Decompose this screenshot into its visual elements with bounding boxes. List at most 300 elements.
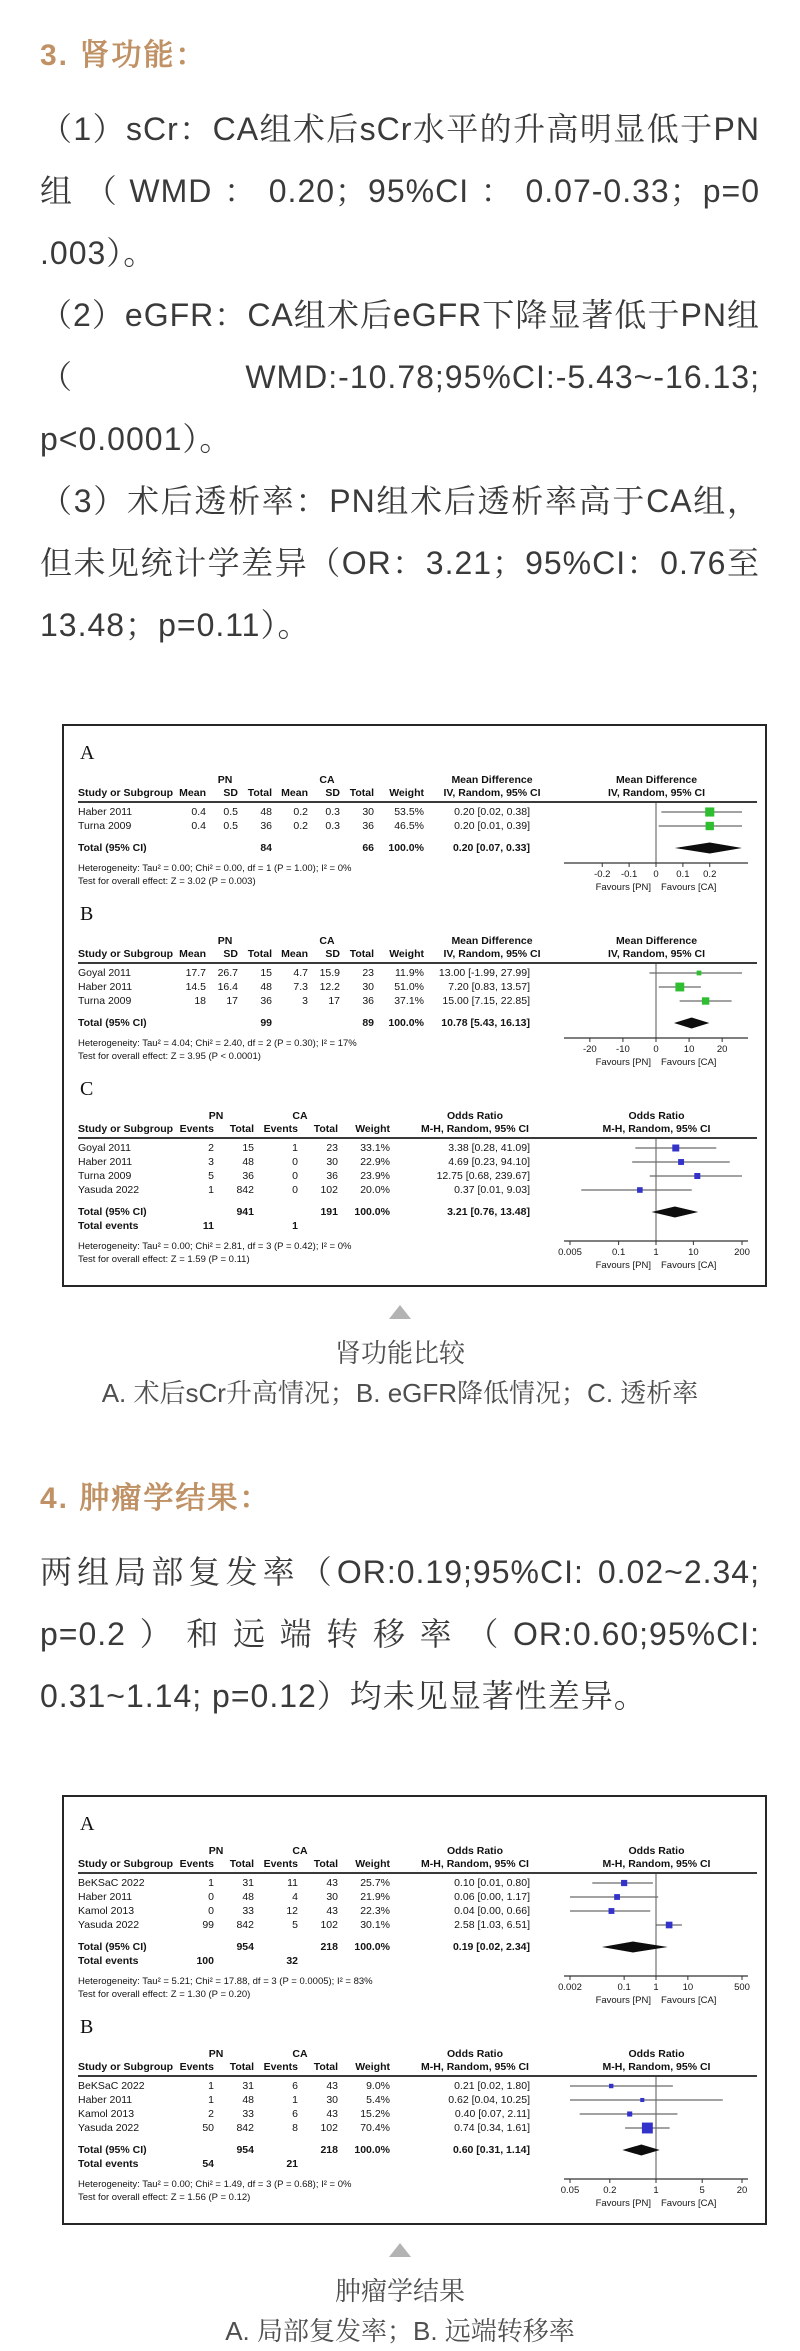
svg-text:0.1: 0.1: [612, 1247, 626, 1258]
data-cell: 842: [236, 1919, 254, 1931]
footnote: Heterogeneity: Tau² = 4.04; Chi² = 2.40, df = 2 (P = 0.30); I² = 17%: [78, 1038, 357, 1049]
study-name: Yasuda 2022: [78, 1919, 140, 1931]
forest-panel: [78, 903, 757, 1072]
effect-value: 15.00 [7.15, 22.85]: [442, 995, 530, 1007]
study-name: Goyal 2011: [78, 967, 131, 979]
data-cell: 23: [326, 1142, 338, 1154]
data-cell: 0: [292, 1156, 298, 1168]
total-row: [78, 1205, 556, 1219]
data-cell: 99: [202, 1919, 214, 1931]
total-events-n1: 100: [196, 1955, 214, 1967]
column-header: Total: [349, 787, 374, 799]
study-row: [78, 819, 556, 833]
effect-value: 0.21 [0.02, 1.80]: [454, 2080, 530, 2092]
panel-label: C: [80, 1078, 94, 1100]
data-cell: 17.7: [185, 967, 206, 979]
column-header: SD: [325, 787, 340, 799]
study-name: Yasuda 2022: [78, 2122, 140, 2134]
data-cell: 48: [242, 2094, 254, 2106]
study-column-header: Study or Subgroup: [78, 787, 174, 799]
plot-column-header: Odds Ratio M-H, Random, 95% CI: [602, 2048, 711, 2073]
svg-text:0.002: 0.002: [558, 1982, 582, 1993]
total-effect: 0.20 [0.07, 0.33]: [452, 842, 530, 854]
svg-text:10: 10: [682, 1982, 694, 1993]
data-cell: 15: [242, 1142, 254, 1154]
total-effect: 0.60 [0.31, 1.14]: [452, 2144, 530, 2156]
effect-column-subheader: IV, Random, 95% CI: [443, 787, 541, 799]
section-heading-oncology: 4. 肿瘤学结果：: [40, 1482, 272, 1515]
forest-plot-svg: [556, 964, 756, 1072]
data-cell: 11: [287, 1877, 298, 1889]
effect-column-title: Odds Ratio: [446, 1845, 503, 1857]
total-row: [78, 1016, 556, 1030]
panel-header-zone: [78, 1110, 757, 1139]
effect-column-title: Mean Difference: [451, 935, 533, 947]
study-column-header: Study or Subgroup: [78, 948, 174, 960]
data-cell: 70.4%: [360, 2122, 390, 2134]
study-row: [78, 980, 556, 994]
data-cell: 4.7: [293, 967, 308, 979]
total-events-label: Total events: [78, 2158, 139, 2170]
data-cell: 33.1%: [360, 1142, 390, 1154]
effect-column-subheader: M-H, Random, 95% CI: [421, 1858, 529, 1870]
data-cell: 5: [292, 1919, 298, 1931]
effect-value: 7.20 [0.83, 13.57]: [448, 981, 530, 993]
plot-column-header: Mean Difference IV, Random, 95% CI: [607, 774, 706, 799]
column-header: Mean: [179, 787, 206, 799]
svg-text:20: 20: [736, 2185, 748, 2196]
total-events-row: [78, 1954, 556, 1968]
effect-value: 4.69 [0.23, 94.10]: [448, 1156, 530, 1168]
effect-value: 0.40 [0.07, 2.11]: [454, 2108, 530, 2120]
column-header: SD: [325, 948, 340, 960]
total-effect: 10.78 [5.43, 16.13]: [441, 1017, 530, 1029]
data-cell: 6: [292, 2108, 298, 2120]
total-events-label: Total events: [78, 1955, 139, 1967]
svg-text:-10: -10: [616, 1044, 630, 1055]
data-cell: 36: [260, 995, 272, 1007]
total-label: Total (95% CI): [78, 1017, 147, 1029]
forest-plot-area: [556, 1874, 757, 2010]
study-row: [78, 1918, 556, 1932]
total-n1: 954: [236, 2144, 254, 2156]
svg-text:-0.2: -0.2: [594, 869, 611, 880]
study-name: Haber 2011: [78, 2094, 133, 2106]
svg-text:Favours [CA]: Favours [CA]: [661, 2198, 717, 2209]
figure-caption-subtitle: A. 局部复发率；B. 远端转移率: [225, 2316, 575, 2346]
column-header: Weight: [389, 948, 424, 960]
data-cell: 36: [326, 1170, 338, 1182]
column-header: Total: [313, 2061, 338, 2073]
column-header: Events: [263, 2061, 298, 2073]
svg-text:0.2: 0.2: [603, 2185, 617, 2196]
paragraph-scr: （1）sCr：CA组术后sCr水平的升高明显低于PN组（WMD：0.20；95%CI：0.07-0.33；p=0 .003）。: [40, 111, 760, 271]
data-cell: 30: [326, 1156, 338, 1168]
group1-header: PN: [217, 774, 233, 786]
study-row: [78, 2093, 556, 2107]
study-name: BeKSaC 2022: [78, 2080, 145, 2092]
study-name: Goyal 2011: [78, 1142, 131, 1154]
data-cell: 48: [260, 981, 272, 993]
data-cell: 5: [208, 1170, 214, 1182]
data-cell: 0.4: [191, 820, 206, 832]
effect-value: 0.10 [0.01, 0.80]: [454, 1877, 530, 1889]
forest-plot-figure-oncology[interactable]: [62, 1795, 767, 2225]
effect-value: 0.74 [0.34, 1.61]: [454, 2122, 530, 2134]
column-header: Weight: [389, 787, 424, 799]
study-name: Kamol 2013: [78, 1905, 135, 1917]
study-column-header: Study or Subgroup: [78, 2061, 174, 2073]
data-cell: 1: [208, 2094, 214, 2106]
figure-caption-subtitle: A. 术后sCr升高情况；B. eGFR降低情况；C. 透析率: [101, 1378, 699, 1408]
data-cell: 842: [236, 1184, 254, 1196]
data-cell: 8: [292, 2122, 298, 2134]
svg-text:0: 0: [653, 1044, 659, 1055]
effect-column-subheader: M-H, Random, 95% CI: [421, 1123, 529, 1135]
data-cell: 15.9: [319, 967, 340, 979]
figure-caption-oncology: [0, 2271, 800, 2351]
footnote: Test for overall effect: Z = 1.56 (P = 0.12): [78, 2192, 251, 2203]
data-cell: 30: [326, 2094, 338, 2106]
data-cell: 31: [242, 1877, 254, 1889]
data-cell: 1: [292, 2094, 298, 2106]
svg-text:20: 20: [716, 1044, 728, 1055]
collapse-triangle-icon[interactable]: [389, 2243, 411, 2257]
figure-caption-title: 肾功能比较: [334, 1338, 465, 1368]
effect-value: 13.00 [-1.99, 27.99]: [438, 967, 530, 979]
paragraph-oncology: 两组局部复发率（OR:0.19;95%CI: 0.02~2.34; p=0.2）和远端转移率（OR:0.60;95%CI: 0.31~1.14; p=0.12）均未见显著性差异。: [40, 1554, 760, 1714]
footnote: Test for overall effect: Z = 3.02 (P = 0.003): [78, 876, 256, 887]
collapse-triangle-icon[interactable]: [389, 1305, 411, 1319]
total-events-label: Total events: [78, 1220, 139, 1232]
total-row: [78, 2143, 556, 2157]
data-cell: 14.5: [185, 981, 206, 993]
study-name: Haber 2011: [78, 806, 133, 818]
data-cell: 23.9%: [360, 1170, 390, 1182]
group2-header: CA: [292, 1110, 308, 1122]
data-cell: 6: [292, 2080, 298, 2092]
column-header: Events: [179, 2061, 214, 2073]
effect-column-subheader: IV, Random, 95% CI: [443, 948, 541, 960]
group2-header: CA: [292, 2048, 308, 2060]
data-cell: 9.0%: [366, 2080, 390, 2092]
panel-label: A: [80, 742, 95, 764]
effect-value: 0.04 [0.00, 0.66]: [454, 1905, 530, 1917]
total-row: [78, 841, 556, 855]
study-row: [78, 2107, 556, 2121]
total-n2: 218: [320, 2144, 338, 2156]
study-name: Haber 2011: [78, 1891, 133, 1903]
effect-value: 0.20 [0.02, 0.38]: [454, 806, 530, 818]
effect-value: 0.06 [0.00, 1.17]: [454, 1891, 530, 1903]
data-cell: 3: [208, 1156, 214, 1168]
column-header: Weight: [355, 1858, 390, 1870]
study-column-header: Study or Subgroup: [78, 1858, 174, 1870]
effect-column-title: Odds Ratio: [446, 1110, 503, 1122]
data-cell: 0.4: [191, 806, 206, 818]
forest-plot-area: [556, 803, 757, 897]
column-header: Events: [179, 1858, 214, 1870]
data-cell: 4: [292, 1891, 298, 1903]
data-cell: 15.2%: [360, 2108, 390, 2120]
forest-plot-svg: [556, 803, 756, 897]
effect-value: 0.37 [0.01, 9.03]: [454, 1184, 530, 1196]
total-weight: 100.0%: [388, 842, 424, 854]
effect-value: 12.75 [0.68, 239.67]: [436, 1170, 530, 1182]
panel-header-zone: [78, 935, 757, 964]
svg-text:0.1: 0.1: [676, 869, 690, 880]
data-cell: 17: [328, 995, 340, 1007]
data-cell: 33: [242, 2108, 254, 2120]
forest-panel: [78, 1813, 757, 2010]
forest-panel: [78, 742, 757, 897]
plot-column-header: Odds Ratio M-H, Random, 95% CI: [602, 1845, 711, 1870]
total-events-row: [78, 2157, 556, 2171]
study-name: Haber 2011: [78, 981, 133, 993]
forest-plot-area: [556, 2077, 757, 2213]
study-name: BeKSaC 2022: [78, 1877, 145, 1889]
total-events-n1: 54: [202, 2158, 214, 2170]
plot-column-header: Odds Ratio M-H, Random, 95% CI: [602, 1110, 711, 1135]
column-header: SD: [223, 948, 238, 960]
column-header: SD: [223, 787, 238, 799]
data-cell: 7.3: [293, 981, 308, 993]
figure-caption-renal: [0, 1333, 800, 1413]
data-cell: 26.7: [217, 967, 238, 979]
data-cell: 0: [292, 1184, 298, 1196]
column-header: Total: [229, 1123, 254, 1135]
data-cell: 20.0%: [360, 1184, 390, 1196]
svg-text:0.1: 0.1: [617, 1982, 631, 1993]
svg-text:500: 500: [734, 1982, 750, 1993]
forest-plot-area: [556, 1139, 757, 1275]
section-heading-renal-function: 3. 肾功能：: [40, 39, 208, 72]
data-cell: 43: [326, 2080, 338, 2092]
svg-text:Favours [PN]: Favours [PN]: [595, 1995, 651, 2006]
data-cell: 0.2: [293, 806, 308, 818]
column-header: Total: [349, 948, 374, 960]
column-header: Total: [229, 2061, 254, 2073]
effect-column-title: Odds Ratio: [446, 2048, 503, 2060]
data-cell: 18: [194, 995, 206, 1007]
svg-text:1: 1: [653, 2185, 659, 2196]
data-cell: 22.9%: [360, 1156, 390, 1168]
data-cell: 3: [302, 995, 308, 1007]
study-row: [78, 1169, 556, 1183]
total-weight: 100.0%: [354, 2144, 390, 2156]
study-name: Turna 2009: [78, 995, 132, 1007]
group2-header: CA: [292, 1845, 308, 1857]
total-n1: 954: [236, 1941, 254, 1953]
column-header: Mean: [281, 948, 308, 960]
data-cell: 15: [260, 967, 272, 979]
study-row: [78, 2121, 556, 2135]
svg-text:0.005: 0.005: [558, 1247, 582, 1258]
total-events-n2: 32: [286, 1955, 298, 1967]
data-cell: 102: [320, 1184, 338, 1196]
svg-text:-0.1: -0.1: [620, 869, 638, 880]
data-cell: 37.1%: [394, 995, 424, 1007]
footnote: Test for overall effect: Z = 1.30 (P = 0.20): [78, 1989, 251, 2000]
plot-column-header: Mean Difference IV, Random, 95% CI: [607, 935, 706, 960]
svg-text:Favours [PN]: Favours [PN]: [595, 2198, 651, 2209]
study-name: Haber 2011: [78, 1156, 133, 1168]
svg-text:Favours [CA]: Favours [CA]: [661, 1057, 717, 1068]
study-column-header: Study or Subgroup: [78, 1123, 174, 1135]
column-header: Total: [247, 948, 272, 960]
data-cell: 2: [208, 1142, 214, 1154]
figure-caption-title: 肿瘤学结果: [334, 2276, 465, 2306]
forest-plot-svg: [556, 2077, 756, 2213]
data-cell: 43: [326, 2108, 338, 2120]
study-name: Kamol 2013: [78, 2108, 135, 2120]
study-row: [78, 994, 556, 1008]
data-cell: 50: [202, 2122, 214, 2134]
study-row: [78, 2079, 556, 2093]
footnote: Heterogeneity: Tau² = 5.21; Chi² = 17.88, df = 3 (P = 0.0005); I² = 83%: [78, 1976, 373, 1987]
total-label: Total (95% CI): [78, 1941, 147, 1953]
data-cell: 12.2: [319, 981, 340, 993]
group1-header: PN: [208, 2048, 224, 2060]
total-n2: 89: [362, 1017, 374, 1029]
total-events-n2: 1: [292, 1220, 298, 1232]
column-header: Total: [313, 1123, 338, 1135]
group1-header: PN: [208, 1110, 224, 1122]
study-name: Yasuda 2022: [78, 1184, 140, 1196]
total-effect: 0.19 [0.02, 2.34]: [452, 1941, 530, 1953]
study-name: Turna 2009: [78, 820, 132, 832]
data-cell: 31: [242, 2080, 254, 2092]
data-cell: 1: [208, 2080, 214, 2092]
study-row: [78, 1876, 556, 1890]
panel-label: B: [80, 903, 94, 925]
group1-header: PN: [217, 935, 233, 947]
total-row: [78, 1940, 556, 1954]
footnote: Heterogeneity: Tau² = 0.00; Chi² = 2.81, df = 3 (P = 0.42); I² = 0%: [78, 1241, 352, 1252]
total-n2: 191: [320, 1206, 338, 1218]
column-header: Weight: [355, 2061, 390, 2073]
effect-value: 3.38 [0.28, 41.09]: [448, 1142, 530, 1154]
total-weight: 100.0%: [388, 1017, 424, 1029]
data-cell: 102: [320, 2122, 338, 2134]
svg-text:Favours [PN]: Favours [PN]: [595, 1260, 651, 1271]
data-cell: 48: [242, 1156, 254, 1168]
study-row: [78, 805, 556, 819]
data-cell: 43: [326, 1877, 338, 1889]
column-header: Mean: [179, 948, 206, 960]
total-events-row: [78, 1219, 556, 1233]
footnote: Heterogeneity: Tau² = 0.00; Chi² = 0.00, df = 1 (P = 1.00); I² = 0%: [78, 863, 352, 874]
data-cell: 11.9%: [395, 967, 424, 979]
forest-panel: [78, 2016, 757, 2213]
data-cell: 30: [326, 1891, 338, 1903]
study-row: [78, 966, 556, 980]
effect-value: 0.62 [0.04, 10.25]: [448, 2094, 530, 2106]
data-cell: 36: [362, 820, 374, 832]
total-n1: 99: [260, 1017, 272, 1029]
data-cell: 21.9%: [360, 1891, 390, 1903]
study-row: [78, 1890, 556, 1904]
svg-text:0: 0: [653, 869, 659, 880]
data-cell: 0.5: [223, 806, 238, 818]
effect-value: 0.20 [0.01, 0.39]: [454, 820, 530, 832]
total-label: Total (95% CI): [78, 2144, 147, 2156]
study-row: [78, 1183, 556, 1197]
data-cell: 5.4%: [366, 2094, 390, 2106]
svg-text:0.2: 0.2: [703, 869, 717, 880]
data-cell: 48: [260, 806, 272, 818]
data-cell: 2: [208, 2108, 214, 2120]
svg-text:Favours [CA]: Favours [CA]: [661, 882, 717, 893]
data-cell: 16.4: [217, 981, 238, 993]
total-label: Total (95% CI): [78, 1206, 147, 1218]
data-cell: 33: [242, 1905, 254, 1917]
total-weight: 100.0%: [354, 1941, 390, 1953]
data-cell: 46.5%: [394, 820, 424, 832]
svg-text:Favours [CA]: Favours [CA]: [661, 1995, 717, 2006]
data-cell: 0: [208, 1891, 214, 1903]
forest-panel: [78, 1078, 757, 1275]
svg-text:Favours [PN]: Favours [PN]: [595, 1057, 651, 1068]
svg-text:1: 1: [653, 1247, 659, 1258]
total-weight: 100.0%: [354, 1206, 390, 1218]
panel-header-zone: [78, 1845, 757, 1874]
svg-text:-20: -20: [582, 1044, 597, 1055]
study-name: Turna 2009: [78, 1170, 132, 1182]
study-row: [78, 1141, 556, 1155]
data-cell: 842: [236, 2122, 254, 2134]
paragraph-egfr: （2）eGFR：CA组术后eGFR下降显著低于PN组（WMD:-10.78;95%CI:-5.43~-16.13; p<0.0001）。: [40, 297, 760, 457]
data-cell: 0.3: [325, 806, 340, 818]
total-n2: 218: [320, 1941, 338, 1953]
svg-text:10: 10: [688, 1247, 699, 1258]
data-cell: 0: [292, 1170, 298, 1182]
svg-text:Favours [CA]: Favours [CA]: [661, 1260, 717, 1271]
data-cell: 22.3%: [360, 1905, 390, 1917]
forest-plot-svg: [556, 1139, 756, 1275]
total-events-n2: 21: [286, 2158, 298, 2170]
svg-text:1: 1: [653, 1982, 659, 1993]
study-row: [78, 1904, 556, 1918]
svg-text:200: 200: [734, 1247, 750, 1258]
footnote: Test for overall effect: Z = 1.59 (P = 0.11): [78, 1254, 250, 1265]
effect-column-subheader: M-H, Random, 95% CI: [421, 2061, 529, 2073]
column-header: Weight: [355, 1123, 390, 1135]
data-cell: 51.0%: [394, 981, 424, 993]
forest-plot-svg: [556, 1874, 756, 2010]
data-cell: 12: [286, 1905, 298, 1917]
data-cell: 1: [208, 1184, 214, 1196]
paragraph-dialysis: （3）术后透析率：PN组术后透析率高于CA组，但未见统计学差异（OR：3.21；95%CI：0.76至13.48；p=0.11）。: [40, 483, 760, 643]
footnote: Heterogeneity: Tau² = 0.00; Chi² = 1.49, df = 3 (P = 0.68); I² = 0%: [78, 2179, 352, 2190]
total-effect: 3.21 [0.76, 13.48]: [447, 1206, 530, 1218]
column-header: Total: [247, 787, 272, 799]
svg-text:0.05: 0.05: [560, 2185, 580, 2196]
column-header: Events: [179, 1123, 214, 1135]
data-cell: 0.3: [325, 820, 340, 832]
data-cell: 1: [208, 1877, 214, 1889]
data-cell: 23: [362, 967, 374, 979]
data-cell: 17: [226, 995, 238, 1007]
column-header: Total: [313, 1858, 338, 1870]
forest-plot-figure-renal[interactable]: [62, 724, 767, 1287]
group2-header: CA: [319, 935, 335, 947]
data-cell: 43: [326, 1905, 338, 1917]
effect-column-title: Mean Difference: [451, 774, 533, 786]
total-events-n1: 11: [202, 1220, 214, 1232]
total-label: Total (95% CI): [78, 842, 147, 854]
study-row: [78, 1155, 556, 1169]
